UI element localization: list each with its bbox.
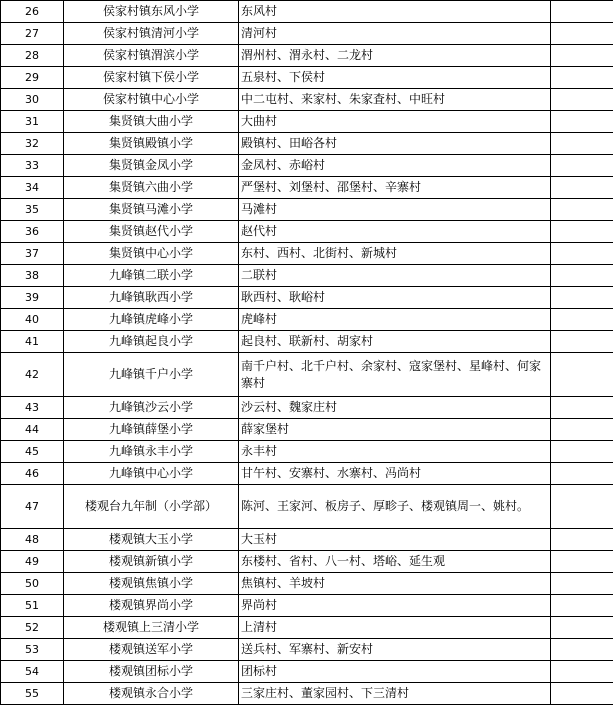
school-name: 楼观台九年制（小学部） (64, 485, 239, 529)
table-row (1, 331, 613, 353)
empty-cell (551, 683, 613, 705)
school-name: 集贤镇赵代小学 (64, 221, 239, 243)
table-row (1, 1, 613, 23)
village-list: 大曲村 (239, 111, 551, 133)
village-list: 陈河、王家河、板房子、厚畛子、楼观镇周一、姚村。 (239, 485, 551, 529)
school-name: 九峰镇永丰小学 (64, 441, 239, 463)
table-row (1, 463, 613, 485)
row-number: 32 (1, 133, 64, 155)
table-row (1, 595, 613, 617)
empty-cell (551, 595, 613, 617)
empty-cell (551, 23, 613, 45)
empty-cell (551, 397, 613, 419)
school-name: 九峰镇起良小学 (64, 331, 239, 353)
village-list: 甘午村、安寨村、水寨村、冯尚村 (239, 463, 551, 485)
village-list: 大玉村 (239, 529, 551, 551)
village-list: 沙云村、魏家庄村 (239, 397, 551, 419)
empty-cell (551, 243, 613, 265)
table-row (1, 155, 613, 177)
table-row (1, 111, 613, 133)
school-name: 九峰镇薛堡小学 (64, 419, 239, 441)
village-list: 东楼村、省村、八一村、塔峪、延生观 (239, 551, 551, 573)
table-row (1, 441, 613, 463)
row-number: 39 (1, 287, 64, 309)
row-number: 34 (1, 177, 64, 199)
row-number: 42 (1, 353, 64, 397)
school-name: 楼观镇永合小学 (64, 683, 239, 705)
row-number: 53 (1, 639, 64, 661)
school-name: 集贤镇马滩小学 (64, 199, 239, 221)
table-row (1, 573, 613, 595)
table-row (1, 243, 613, 265)
empty-cell (551, 661, 613, 683)
school-name: 九峰镇中心小学 (64, 463, 239, 485)
empty-cell (551, 353, 613, 397)
empty-cell (551, 617, 613, 639)
empty-cell (551, 529, 613, 551)
table-row (1, 23, 613, 45)
village-list: 南千户村、北千户村、余家村、寇家堡村、星峰村、何家寨村 (239, 353, 551, 397)
village-list: 殿镇村、田峪各村 (239, 133, 551, 155)
empty-cell (551, 419, 613, 441)
school-name: 集贤镇大曲小学 (64, 111, 239, 133)
village-list: 焦镇村、羊坡村 (239, 573, 551, 595)
empty-cell (551, 573, 613, 595)
table-row (1, 683, 613, 705)
empty-cell (551, 331, 613, 353)
table-row (1, 419, 613, 441)
row-number: 41 (1, 331, 64, 353)
empty-cell (551, 485, 613, 529)
row-number: 44 (1, 419, 64, 441)
village-list: 马滩村 (239, 199, 551, 221)
village-list: 薛家堡村 (239, 419, 551, 441)
row-number: 55 (1, 683, 64, 705)
village-list: 严堡村、刘堡村、邵堡村、辛寨村 (239, 177, 551, 199)
row-number: 51 (1, 595, 64, 617)
table-row (1, 199, 613, 221)
row-number: 48 (1, 529, 64, 551)
table-row (1, 177, 613, 199)
table-body (1, 1, 613, 705)
row-number: 29 (1, 67, 64, 89)
empty-cell (551, 89, 613, 111)
village-list: 永丰村 (239, 441, 551, 463)
school-name: 楼观镇大玉小学 (64, 529, 239, 551)
school-name: 楼观镇焦镇小学 (64, 573, 239, 595)
village-list: 清河村 (239, 23, 551, 45)
school-name: 楼观镇送军小学 (64, 639, 239, 661)
village-list: 二联村 (239, 265, 551, 287)
empty-cell (551, 1, 613, 23)
row-number: 52 (1, 617, 64, 639)
table-row (1, 67, 613, 89)
village-list: 团标村 (239, 661, 551, 683)
school-name: 九峰镇虎峰小学 (64, 309, 239, 331)
row-number: 49 (1, 551, 64, 573)
empty-cell (551, 265, 613, 287)
school-name: 集贤镇中心小学 (64, 243, 239, 265)
village-list: 上清村 (239, 617, 551, 639)
row-number: 47 (1, 485, 64, 529)
table-row (1, 221, 613, 243)
school-name: 集贤镇金凤小学 (64, 155, 239, 177)
table-row (1, 617, 613, 639)
village-list: 渭州村、渭永村、二龙村 (239, 45, 551, 67)
empty-cell (551, 133, 613, 155)
row-number: 35 (1, 199, 64, 221)
empty-cell (551, 441, 613, 463)
village-list: 耿西村、耿峪村 (239, 287, 551, 309)
village-list: 界尚村 (239, 595, 551, 617)
school-name: 楼观镇团标小学 (64, 661, 239, 683)
school-name: 侯家村镇中心小学 (64, 89, 239, 111)
empty-cell (551, 463, 613, 485)
row-number: 33 (1, 155, 64, 177)
empty-cell (551, 551, 613, 573)
empty-cell (551, 177, 613, 199)
school-name: 楼观镇新镇小学 (64, 551, 239, 573)
table-row (1, 485, 613, 529)
row-number: 28 (1, 45, 64, 67)
table-row (1, 639, 613, 661)
village-list: 金凤村、赤峪村 (239, 155, 551, 177)
row-number: 40 (1, 309, 64, 331)
empty-cell (551, 287, 613, 309)
table-row (1, 265, 613, 287)
village-list: 东村、西村、北街村、新城村 (239, 243, 551, 265)
row-number: 38 (1, 265, 64, 287)
empty-cell (551, 67, 613, 89)
table-row (1, 89, 613, 111)
table-row (1, 397, 613, 419)
row-number: 46 (1, 463, 64, 485)
school-name: 集贤镇殿镇小学 (64, 133, 239, 155)
village-list: 送兵村、军寨村、新安村 (239, 639, 551, 661)
row-number: 36 (1, 221, 64, 243)
village-list: 三家庄村、董家园村、下三清村 (239, 683, 551, 705)
village-list: 赵代村 (239, 221, 551, 243)
school-name: 侯家村镇渭滨小学 (64, 45, 239, 67)
table-row (1, 551, 613, 573)
school-name: 楼观镇界尚小学 (64, 595, 239, 617)
empty-cell (551, 199, 613, 221)
row-number: 37 (1, 243, 64, 265)
empty-cell (551, 45, 613, 67)
school-name: 侯家村镇下侯小学 (64, 67, 239, 89)
row-number: 26 (1, 1, 64, 23)
school-name: 侯家村镇东风小学 (64, 1, 239, 23)
empty-cell (551, 639, 613, 661)
school-name: 九峰镇耿西小学 (64, 287, 239, 309)
row-number: 27 (1, 23, 64, 45)
table-row (1, 45, 613, 67)
empty-cell (551, 221, 613, 243)
table-row (1, 133, 613, 155)
empty-cell (551, 111, 613, 133)
table-row (1, 661, 613, 683)
school-name: 九峰镇千户小学 (64, 353, 239, 397)
village-list: 五泉村、下侯村 (239, 67, 551, 89)
village-list: 虎峰村 (239, 309, 551, 331)
village-list: 起良村、联新村、胡家村 (239, 331, 551, 353)
table-row (1, 353, 613, 397)
school-name: 楼观镇上三清小学 (64, 617, 239, 639)
empty-cell (551, 155, 613, 177)
school-name: 九峰镇沙云小学 (64, 397, 239, 419)
village-list: 中二屯村、来家村、朱家査村、中旺村 (239, 89, 551, 111)
row-number: 45 (1, 441, 64, 463)
school-name: 九峰镇二联小学 (64, 265, 239, 287)
table-row (1, 309, 613, 331)
school-name: 集贤镇六曲小学 (64, 177, 239, 199)
row-number: 43 (1, 397, 64, 419)
table-row (1, 529, 613, 551)
row-number: 50 (1, 573, 64, 595)
table-row (1, 287, 613, 309)
row-number: 54 (1, 661, 64, 683)
row-number: 30 (1, 89, 64, 111)
village-list: 东风村 (239, 1, 551, 23)
row-number: 31 (1, 111, 64, 133)
school-name: 侯家村镇清河小学 (64, 23, 239, 45)
empty-cell (551, 309, 613, 331)
